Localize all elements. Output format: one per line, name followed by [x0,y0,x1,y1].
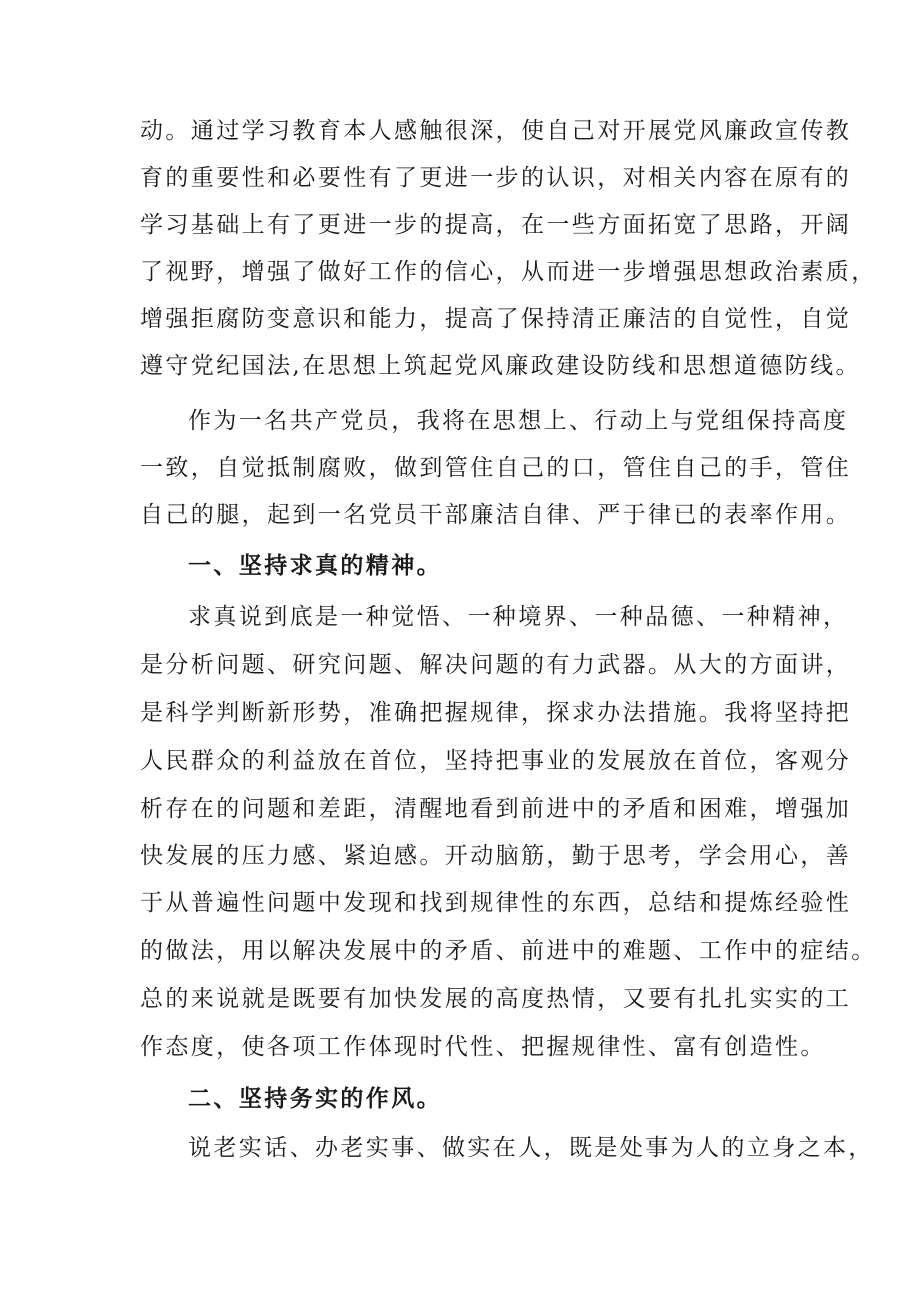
paragraph-2-line-1: 作为一名共产党员，我将在思想上、行动上与党组保持高度 [188,408,849,434]
paragraph-4-line-1: 说老实话、办老实事、做实在人，既是处事为人的立身之本， [188,1135,874,1161]
paragraph-3-line-10: 作态度，使各项工作体现时代性、把握规律性、富有创造性。 [140,1034,826,1060]
paragraph-3-line-9: 总的来说就是既要有加快发展的高度热情，又要有扎扎实实的工 [140,986,852,1012]
paragraph-1-line-4: 了视野，增强了做好工作的信心，从而进一步增强思想政治素质， [140,259,877,285]
paragraph-3-line-4: 人民群众的利益放在首位，坚持把事业的发展放在首位，客观分 [140,748,852,774]
paragraph-3-line-8: 的做法，用以解决发展中的矛盾、前进中的难题、工作中的症结。 [140,938,877,964]
paragraph-2-line-3: 自己的腿，起到一名党员干部廉洁自律、严于律已的表率作用。 [140,502,852,528]
paragraph-1-line-5: 增强拒腐防变意识和能力，提高了保持清正廉洁的自觉性，自觉 [140,306,852,332]
paragraph-3-line-5: 析存在的问题和差距，清醒地看到前进中的矛盾和困难，增强加 [140,796,852,822]
paragraph-1-line-6: 遵守党纪国法,在思想上筑起党风廉政建设防线和思想道德防线。 [140,353,861,379]
paragraph-3-line-7: 于从普遍性问题中发现和找到规律性的东西，总结和提炼经验性 [140,890,852,916]
paragraph-3-line-1: 求真说到底是一种觉悟、一种境界、一种品德、一种精神， [188,604,849,630]
paragraph-1-line-1: 动。通过学习教育本人感触很深，使自己对开展党风廉政宣传教 [140,118,852,144]
paragraph-1-line-2: 育的重要性和必要性有了更进一步的认识，对相关内容在原有的 [140,165,852,191]
paragraph-3-line-3: 是科学判断新形势，准确把握规律，探求办法措施。我将坚持把 [140,700,852,726]
paragraph-1-line-3: 学习基础上有了更进一步的提高，在一些方面拓宽了思路，开阔 [140,212,852,238]
paragraph-2-line-2: 一致，自觉抵制腐败，做到管住自己的口，管住自己的手，管住 [140,455,852,481]
section-heading-2: 二、坚持务实的作风。 [188,1086,442,1112]
section-heading-1: 一、坚持求真的精神。 [188,553,442,579]
paragraph-3-line-6: 快发展的压力感、紧迫感。开动脑筋，勤于思考，学会用心，善 [140,843,852,869]
paragraph-3-line-2: 是分析问题、研究问题、解决问题的有力武器。从大的方面讲， [140,652,852,678]
